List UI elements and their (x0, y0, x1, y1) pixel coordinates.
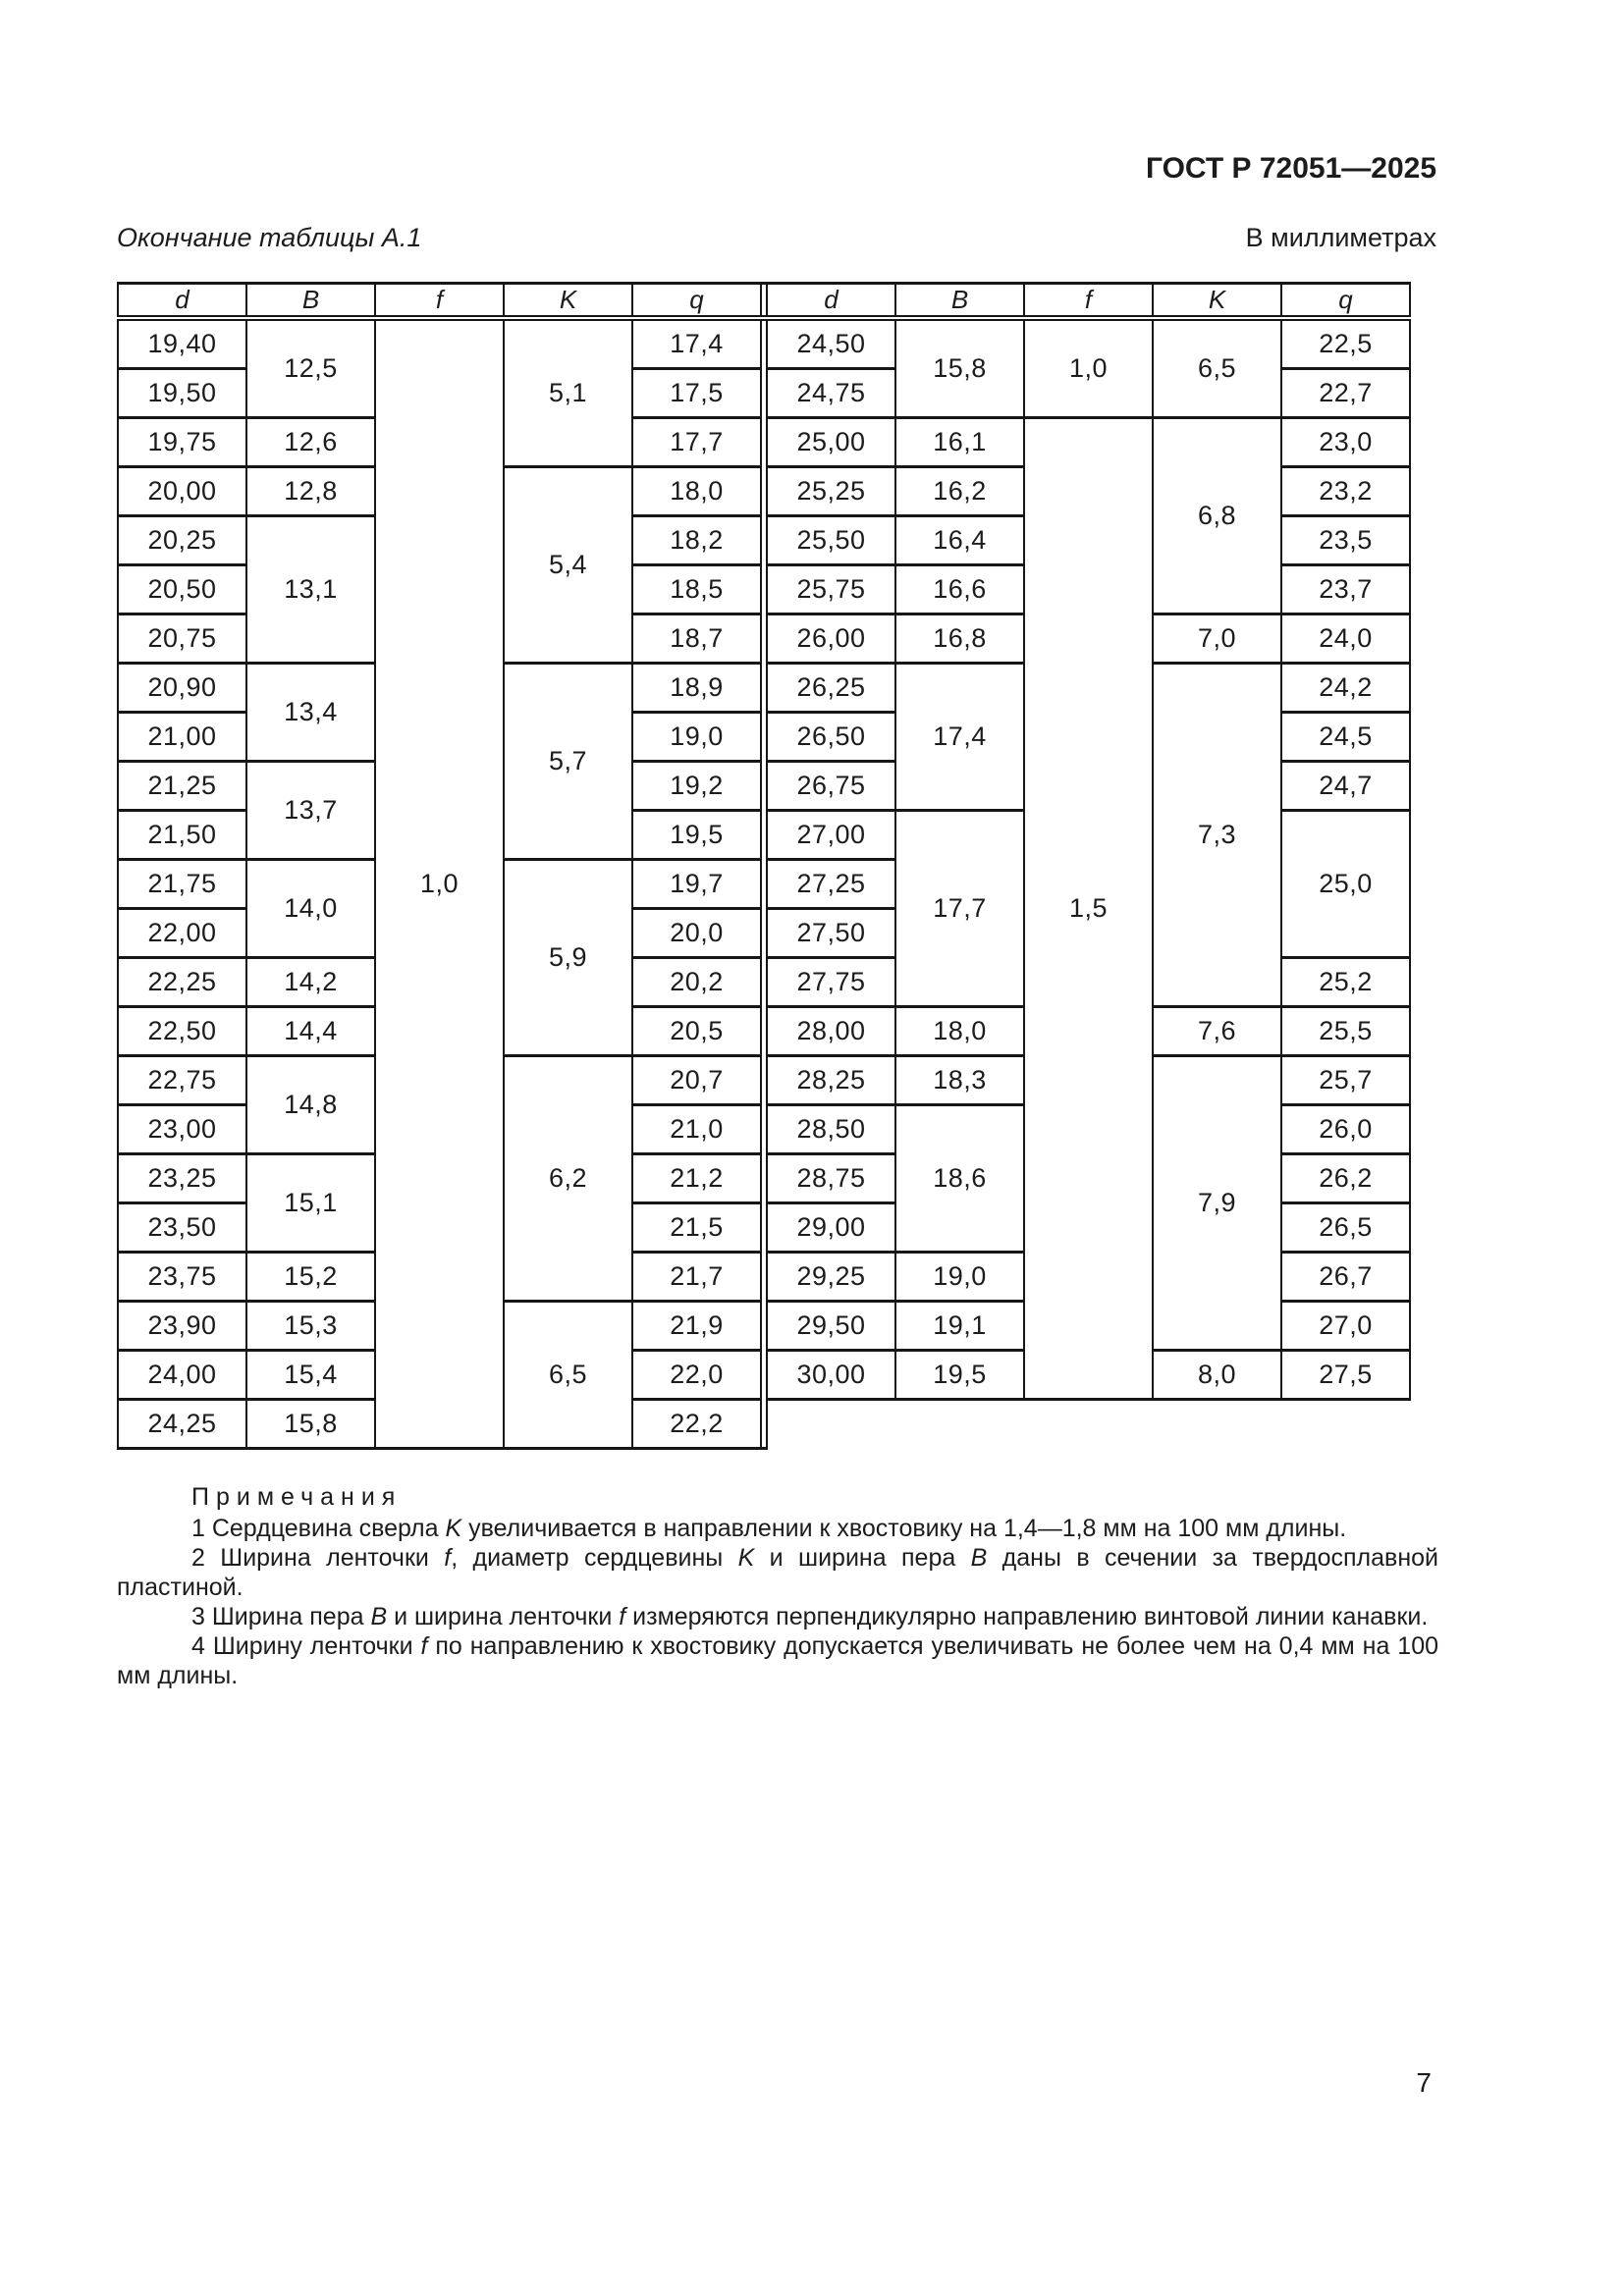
table-cell-d: 27,75 (767, 958, 895, 1007)
table-cell-d: 23,75 (118, 1253, 246, 1302)
table-cell-q: 21,5 (632, 1203, 761, 1253)
table-cell-d: 26,25 (767, 664, 895, 713)
note-segment: f (420, 1632, 428, 1660)
table-cell-d: 28,75 (767, 1154, 895, 1203)
table-cell-q: 21,0 (632, 1105, 761, 1154)
note-segment: f (444, 1544, 452, 1572)
table-cell-q: 19,0 (632, 713, 761, 762)
note-segment: 3 Ширина пера (191, 1603, 371, 1630)
column-header: q (1281, 284, 1410, 319)
table-cell-K: 7,9 (1153, 1056, 1281, 1351)
table-cell-q: 19,2 (632, 762, 761, 811)
table-cell-q: 26,7 (1281, 1253, 1410, 1302)
table-cell-K: 5,1 (504, 318, 632, 467)
table-cell-d: 30,00 (767, 1351, 895, 1400)
table-cell-K: 6,2 (504, 1056, 632, 1302)
table-cell-q: 23,2 (1281, 467, 1410, 516)
column-header: d (767, 284, 895, 319)
table-cell-K: 7,6 (1153, 1007, 1281, 1056)
table-cell-K: 7,0 (1153, 614, 1281, 664)
table-cell-f: 1,0 (375, 318, 504, 1449)
table-cell-d: 24,25 (118, 1400, 246, 1449)
note-segment: даны в сечении за твердосплавной пластиной. (117, 1544, 1438, 1601)
table-cell-q: 20,0 (632, 909, 761, 958)
table-cell-d: 23,90 (118, 1302, 246, 1351)
table-cell-q: 25,0 (1281, 811, 1410, 958)
table-cell-q: 19,7 (632, 860, 761, 909)
table-cell-B: 19,0 (895, 1253, 1024, 1302)
table-cell-d: 27,00 (767, 811, 895, 860)
table-cell-q: 21,9 (632, 1302, 761, 1351)
table-cell-q: 26,0 (1281, 1105, 1410, 1154)
table-cell-d: 20,75 (118, 614, 246, 664)
table-cell-K: 8,0 (1153, 1351, 1281, 1400)
note-segment: K (737, 1544, 755, 1572)
table-cell-B: 15,8 (895, 318, 1024, 418)
note-item (117, 1514, 1438, 1543)
notes (117, 1482, 1438, 1690)
table-cell-d: 21,75 (118, 860, 246, 909)
table-cell-B: 16,2 (895, 467, 1024, 516)
note-segment: B (970, 1544, 988, 1572)
table-cell-K: 6,5 (1153, 318, 1281, 418)
table-cell-B: 17,7 (895, 811, 1024, 1007)
column-header: K (504, 284, 632, 319)
table-cell-q: 23,0 (1281, 418, 1410, 467)
note-segment: и ширина ленточки (387, 1603, 620, 1630)
table-cell-B: 19,1 (895, 1302, 1024, 1351)
note-segment: и ширина пера (754, 1544, 971, 1572)
note-segment: B (370, 1603, 388, 1630)
table-cell-d: 23,25 (118, 1154, 246, 1203)
table-cell-d: 20,25 (118, 516, 246, 565)
table-cell-q: 19,5 (632, 811, 761, 860)
table-cell-K: 5,9 (504, 860, 632, 1056)
table-cell-B: 15,8 (246, 1400, 375, 1449)
notes-title: Примечания (191, 1483, 403, 1511)
table-cell-d: 28,50 (767, 1105, 895, 1154)
table-cell-d: 26,00 (767, 614, 895, 664)
table-cell-B: 15,1 (246, 1154, 375, 1253)
note-segment: увеличивается в направлении к хвостовику на 1,4—1,8 мм на 100 мм длины. (461, 1515, 1347, 1542)
note-segment: f (619, 1603, 626, 1630)
table-cell-B: 16,8 (895, 614, 1024, 664)
table-cell-d: 22,50 (118, 1007, 246, 1056)
caption-row (117, 223, 1436, 253)
table-cell-d: 29,25 (767, 1253, 895, 1302)
table-cell-d: 29,00 (767, 1203, 895, 1253)
note-item (117, 1631, 1438, 1690)
units-label: В миллиметрах (1245, 223, 1436, 252)
table-cell-q: 18,5 (632, 565, 761, 614)
table-cell-d: 21,00 (118, 713, 246, 762)
table-cell-q: 26,5 (1281, 1203, 1410, 1253)
table-cell-q: 24,7 (1281, 762, 1410, 811)
table-cell-K: 6,8 (1153, 418, 1281, 614)
column-header: q (632, 284, 761, 319)
table-cell-q: 22,7 (1281, 369, 1410, 418)
table-cell-B: 18,0 (895, 1007, 1024, 1056)
table-cell-d: 25,25 (767, 467, 895, 516)
table-cell-B: 12,5 (246, 318, 375, 418)
table-cell-d: 19,50 (118, 369, 246, 418)
table-cell-B: 16,1 (895, 418, 1024, 467)
table-cell-B: 14,8 (246, 1056, 375, 1154)
note-item (117, 1543, 1438, 1602)
table-cell-K: 6,5 (504, 1302, 632, 1449)
notes-body (117, 1514, 1438, 1690)
table-cell-d: 22,00 (118, 909, 246, 958)
table-cell-q: 23,7 (1281, 565, 1410, 614)
table-cell-q: 20,7 (632, 1056, 761, 1105)
table-cell-B: 14,4 (246, 1007, 375, 1056)
table-cell-d: 27,50 (767, 909, 895, 958)
note-segment: по направлению к хвостовику допускается увеличивать не более чем на 0,4 мм на 100 мм длины. (117, 1632, 1438, 1689)
table-cell-B: 19,5 (895, 1351, 1024, 1400)
table-cell-q: 25,7 (1281, 1056, 1410, 1105)
table-wrap (117, 282, 1411, 1450)
table-cell-B: 18,6 (895, 1105, 1024, 1253)
table-cell-K: 5,4 (504, 467, 632, 664)
table-cell-q: 27,5 (1281, 1351, 1410, 1400)
table-cell-d: 24,00 (118, 1351, 246, 1400)
table-caption: Окончание таблицы А.1 (117, 223, 422, 252)
table-cell-B: 12,8 (246, 467, 375, 516)
table-cell-B: 14,0 (246, 860, 375, 958)
table-cell-d: 24,50 (767, 318, 895, 369)
table-cell-q: 17,4 (632, 318, 761, 369)
table-cell-B: 16,6 (895, 565, 1024, 614)
table-cell-d: 28,00 (767, 1007, 895, 1056)
table-cell-d: 25,00 (767, 418, 895, 467)
table-cell-B: 12,6 (246, 418, 375, 467)
table-cell-q: 24,5 (1281, 713, 1410, 762)
table-cell-d: 21,25 (118, 762, 246, 811)
column-header: f (1024, 284, 1153, 319)
table-cell-q: 27,0 (1281, 1302, 1410, 1351)
note-segment: 4 Ширину ленточки (191, 1632, 421, 1660)
column-header: B (895, 284, 1024, 319)
table-cell-d: 20,00 (118, 467, 246, 516)
table-cell-d: 20,50 (118, 565, 246, 614)
column-header: K (1153, 284, 1281, 319)
table-cell-d: 28,25 (767, 1056, 895, 1105)
table-cell-q: 24,2 (1281, 664, 1410, 713)
table-cell-d: 27,25 (767, 860, 895, 909)
table-cell-q: 18,9 (632, 664, 761, 713)
table-cell-B: 15,2 (246, 1253, 375, 1302)
table-cell-q: 20,2 (632, 958, 761, 1007)
table-cell-q: 24,0 (1281, 614, 1410, 664)
table-cell-B: 13,4 (246, 664, 375, 762)
note-item (117, 1602, 1438, 1631)
column-header: f (375, 284, 504, 319)
table-cell-d: 23,00 (118, 1105, 246, 1154)
table-cell-B: 13,1 (246, 516, 375, 664)
table-cell-q: 25,2 (1281, 958, 1410, 1007)
table-cell-q: 21,7 (632, 1253, 761, 1302)
note-segment: 2 Ширина ленточки (191, 1544, 445, 1572)
table-cell-d: 25,50 (767, 516, 895, 565)
table-cell-B: 15,4 (246, 1351, 375, 1400)
table-cell-q: 26,2 (1281, 1154, 1410, 1203)
table-cell-d: 24,75 (767, 369, 895, 418)
table-cell-d: 21,50 (118, 811, 246, 860)
table-cell-B: 15,3 (246, 1302, 375, 1351)
note-segment: K (445, 1515, 462, 1542)
note-segment: 1 Сердцевина сверла (191, 1515, 446, 1542)
table-cell-B: 16,4 (895, 516, 1024, 565)
table-cell-B: 14,2 (246, 958, 375, 1007)
note-segment: , диаметр сердцевины (451, 1544, 738, 1572)
table-cell-q: 25,5 (1281, 1007, 1410, 1056)
table-cell-d: 19,40 (118, 318, 246, 369)
table-cell-f: 1,5 (1024, 418, 1153, 1400)
table-cell-q: 18,2 (632, 516, 761, 565)
table-cell-q: 17,7 (632, 418, 761, 467)
table-cell-d: 25,75 (767, 565, 895, 614)
dimensions-table (117, 282, 1411, 1450)
table-cell-B: 13,7 (246, 762, 375, 860)
table-cell-B: 17,4 (895, 664, 1024, 811)
column-header: d (118, 284, 246, 319)
table-cell-q: 18,0 (632, 467, 761, 516)
table-cell-d: 20,90 (118, 664, 246, 713)
table-cell-q: 22,2 (632, 1400, 761, 1449)
table-cell-d: 29,50 (767, 1302, 895, 1351)
table-cell-d: 26,50 (767, 713, 895, 762)
table-cell-K: 7,3 (1153, 664, 1281, 1007)
table-cell-q: 22,0 (632, 1351, 761, 1400)
table-cell-K: 5,7 (504, 664, 632, 860)
table-cell-f: 1,0 (1024, 318, 1153, 418)
table-cell-q: 18,7 (632, 614, 761, 664)
table-cell-q: 20,5 (632, 1007, 761, 1056)
note-segment: измеряются перпендикулярно направлению винтовой линии канавки. (625, 1603, 1429, 1630)
table-cell-d: 19,75 (118, 418, 246, 467)
table-cell-q: 21,2 (632, 1154, 761, 1203)
table-cell-q: 22,5 (1281, 318, 1410, 369)
table-cell-d: 23,50 (118, 1203, 246, 1253)
half-divider (761, 1400, 767, 1449)
doc-code: ГОСТ Р 72051—2025 (1145, 152, 1436, 185)
table-cell-d: 26,75 (767, 762, 895, 811)
table-cell-q: 23,5 (1281, 516, 1410, 565)
page-number: 7 (1416, 2067, 1432, 2098)
table-cell-q: 17,5 (632, 369, 761, 418)
table-cell-B: 18,3 (895, 1056, 1024, 1105)
table-cell-d: 22,75 (118, 1056, 246, 1105)
column-header: B (246, 284, 375, 319)
table-cell-d: 22,25 (118, 958, 246, 1007)
